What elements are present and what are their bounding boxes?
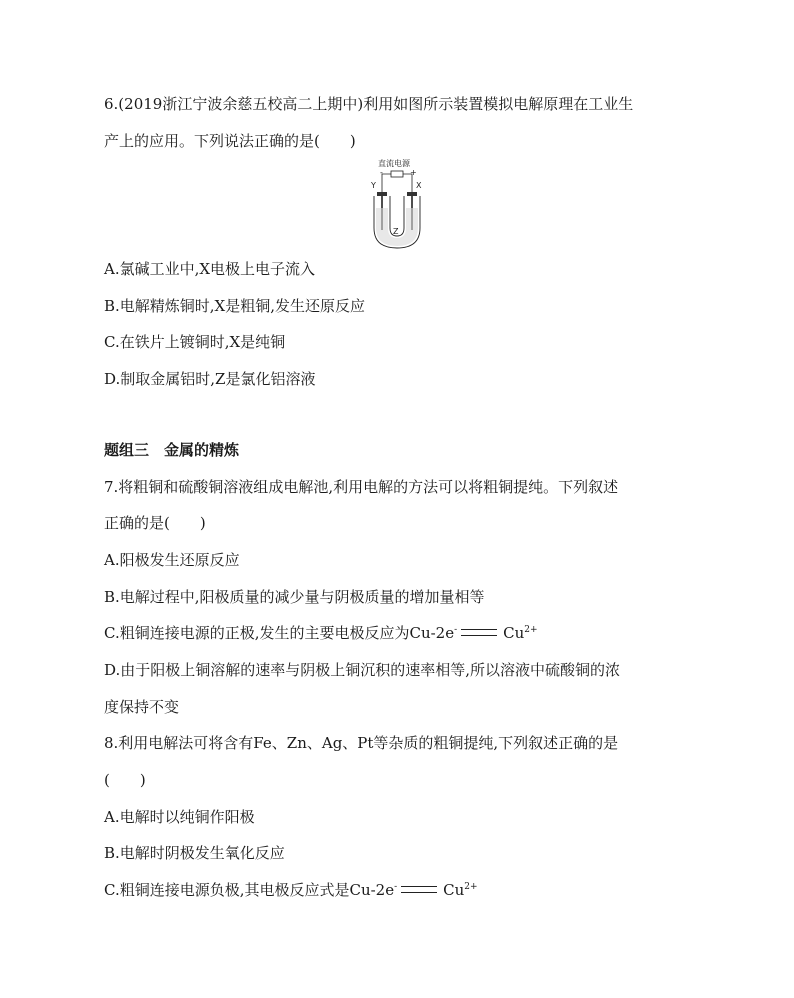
figure-minus-label: - <box>380 168 383 177</box>
q8-stem-line1: 8.利用电解法可将含有Fe、Zn、Ag、Pt等杂质的粗铜提纯,下列叙述正确的是 <box>104 734 619 752</box>
power-source-box <box>391 171 403 177</box>
q6-option-a: A.氯碱工业中,X电极上电子流入 <box>104 260 316 278</box>
q8-option-b: B.电解时阴极发生氧化反应 <box>104 844 285 862</box>
figure-y-label: Y <box>371 181 376 190</box>
q6-stem-line2: 产上的应用。下列说法正确的是( ) <box>104 132 356 150</box>
q7-option-c <box>104 623 538 643</box>
q7-option-c-text: C.粗铜连接电源的正极,发生的主要电极反应为Cu-2e <box>104 624 455 642</box>
figure-x-label: X <box>416 181 422 190</box>
figure-plus-label: + <box>410 168 417 177</box>
q6-option-c: C.在铁片上镀铜时,X是纯铜 <box>104 333 286 351</box>
q8-ion-charge: 2+ <box>464 882 478 892</box>
section-title: 题组三 金属的精炼 <box>104 441 240 459</box>
figure-z-label: Z <box>393 227 399 236</box>
q6-stem-line1: 6.(2019浙江宁波余慈五校高二上期中)利用如图所示装置模拟电解原理在工业生 <box>104 95 634 113</box>
q6-option-b: B.电解精炼铜时,X是粗铜,发生还原反应 <box>104 297 366 315</box>
q8-option-c-text: C.粗铜连接电源负极,其电极反应式是Cu-2e <box>104 881 395 899</box>
q7-stem-line2: 正确的是( ) <box>104 514 206 532</box>
q8-option-c-product: Cu <box>443 881 465 899</box>
q7-option-b: B.电解过程中,阳极质量的减少量与阴极质量的增加量相等 <box>104 588 485 606</box>
u-tube-diagram <box>364 158 432 250</box>
q6-option-d: D.制取金属铝时,Z是氯化铝溶液 <box>104 370 316 388</box>
q8-option-c <box>104 880 478 900</box>
figure-power-label: 直流电源 <box>378 159 410 168</box>
q7-electron-charge: - <box>454 625 458 635</box>
q7-stem-line1: 7.将粗铜和硫酸铜溶液组成电解池,利用电解的方法可以将粗铜提纯。下列叙述 <box>104 478 619 496</box>
q8-stem-line2: ( ) <box>104 771 146 789</box>
wire-left <box>382 174 391 192</box>
electrolysis-apparatus-figure <box>364 158 432 250</box>
q7-option-d-line1: D.由于阳极上铜溶解的速率与阴极上铜沉积的速率相等,所以溶液中硫酸铜的浓 <box>104 661 621 679</box>
equation-equals-sign <box>461 629 497 636</box>
stopper-right <box>407 192 417 196</box>
q7-option-a: A.阳极发生还原反应 <box>104 551 240 569</box>
equation-equals-sign <box>401 886 437 893</box>
q8-electron-charge: - <box>394 882 398 892</box>
q7-option-d-line2: 度保持不变 <box>104 698 180 716</box>
q7-ion-charge: 2+ <box>524 625 538 635</box>
q7-option-c-product: Cu <box>503 624 525 642</box>
q8-option-a: A.电解时以纯铜作阳极 <box>104 808 255 826</box>
stopper-left <box>377 192 387 196</box>
